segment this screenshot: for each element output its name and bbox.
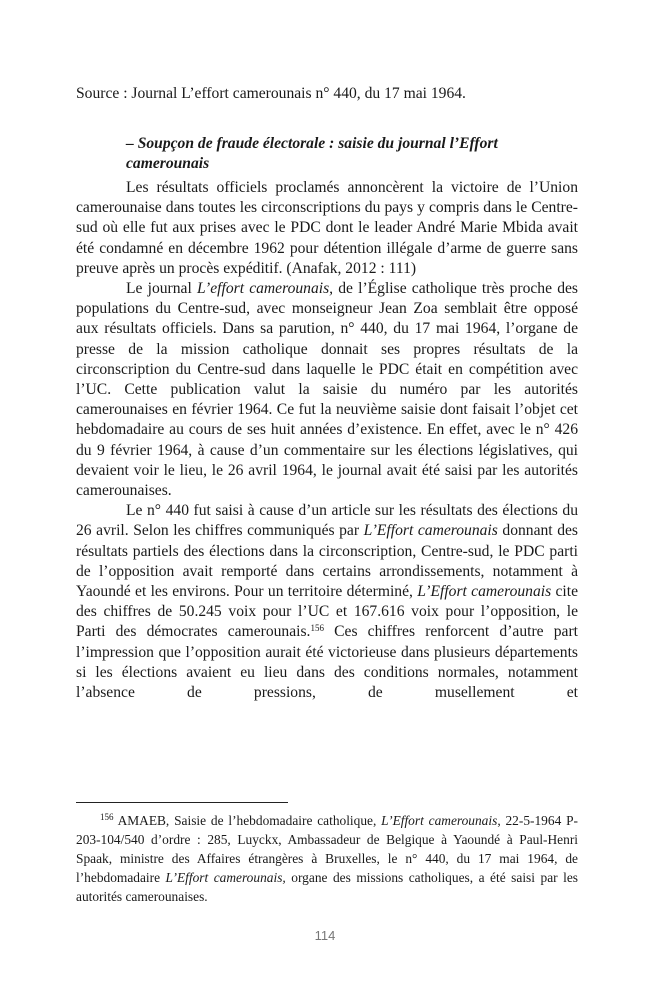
paragraph-3-text-d: Ces chiffres renforcent d’autre part l’impression que l’opposition aurait été victorieuse dans plusieurs départements si les élections avaient eu lieu dans des conditions normales, notamment l’absence de pressions, de musellement et — [76, 623, 578, 702]
section-heading: – Soupçon de fraude électorale : saisie du journal l’Effort camerounais — [126, 135, 498, 173]
footnote-text-c: organe des missions catholiques, a été saisi par les autorités camerounaises. — [76, 870, 578, 904]
paragraph-3-journal-title-1: L’Effort camerounais — [363, 522, 498, 540]
body-text — [76, 178, 578, 703]
paragraph-1: Les résultats officiels proclamés annoncèrent la victoire de l’Union camerounaise dans toutes les circonscriptions du pays y compris dans le Centre-sud où elle fut aux prises avec le PDC dont le leader André Marie Mbida avait été condamné en décembre 1962 pour détention illégale d’arme de guerre sans preuve après un procès expéditif. (Anafak, 2012 : 111) — [76, 179, 578, 277]
paragraph-3-text-c: cite des chiffres de 50.245 voix pour l’UC et 167.616 voix pour l’opposition, le Parti des démocrates camerounais. — [76, 583, 578, 641]
footnote — [76, 811, 578, 906]
footnote-text-b: , 22-5-1964 P-203-104/540 d’ordre : 285, Luyckx, Ambassadeur de Belgique à Yaoundé à Paul-Henri Spaak, ministre des Affaires étrangères à Bruxelles, le n° 440, du 17 mai 1964, de l’hebdomadaire — [76, 813, 578, 885]
paragraph-3-text-a: Le n° 440 fut saisi à cause d’un article sur les résultats des élections du 26 avril. Selon les chiffres communiqués par — [76, 502, 578, 540]
paragraph-2-journal-title: L’effort camerounais, — [196, 280, 334, 298]
footnote-156 — [76, 811, 578, 906]
paragraph-2 — [76, 279, 578, 501]
paragraph-2-text-b: de l’Église catholique très proche des populations du Centre-sud, avec monseigneur Jean Zoa semblait être opposé aux résultats officiels. Dans sa parution, n° 440, du 17 mai 1964, l’organe de presse de la mission catholique donnait ses propres résultats de la circonscription du Centre-sud dans laquelle le PDC était en compétition avec l’UC. Cette publication valut la saisie du numéro par les autorités camerounaises en février 1964. Ce fut la neuvième saisie dont faisait l’objet cet hebdomadaire au cours de ses huit années d’existence. En effet, avec le n° 426 du 9 février 1964, à cause d’un commentaire sur les élections législatives, qui devaient voir le lieu, le 26 avril 1964, le journal avait été saisi par les autorités camerounaises. — [76, 280, 578, 500]
page-number: 114 — [314, 928, 336, 943]
footnote-number: 156 — [100, 812, 114, 822]
footnote-separator — [76, 802, 288, 803]
source-line: Source : Journal L’effort camerounais n° 440, du 17 mai 1964. — [76, 85, 466, 102]
paragraph-3-journal-title-2: L’Effort camerounais — [417, 583, 552, 601]
paragraph-3 — [76, 501, 578, 703]
footnote-journal-title-1: L’Effort camerounais — [381, 813, 498, 828]
footnote-reference[interactable]: 156 — [310, 623, 324, 634]
footnote-text-a: AMAEB, Saisie de l’hebdomadaire catholique, — [113, 813, 382, 828]
paragraph-2-text-a: Le journal — [126, 280, 197, 298]
footnote-journal-title-2: L’Effort camerounais, — [165, 870, 286, 885]
paragraph-3-text-b: donnant des résultats partiels des élections dans la circonscription, Centre-sud, le PDC parti de l’opposition avait remporté dans certains arrondissements, notamment à Yaoundé et les environs. Pour un territoire déterminé, — [76, 522, 578, 601]
